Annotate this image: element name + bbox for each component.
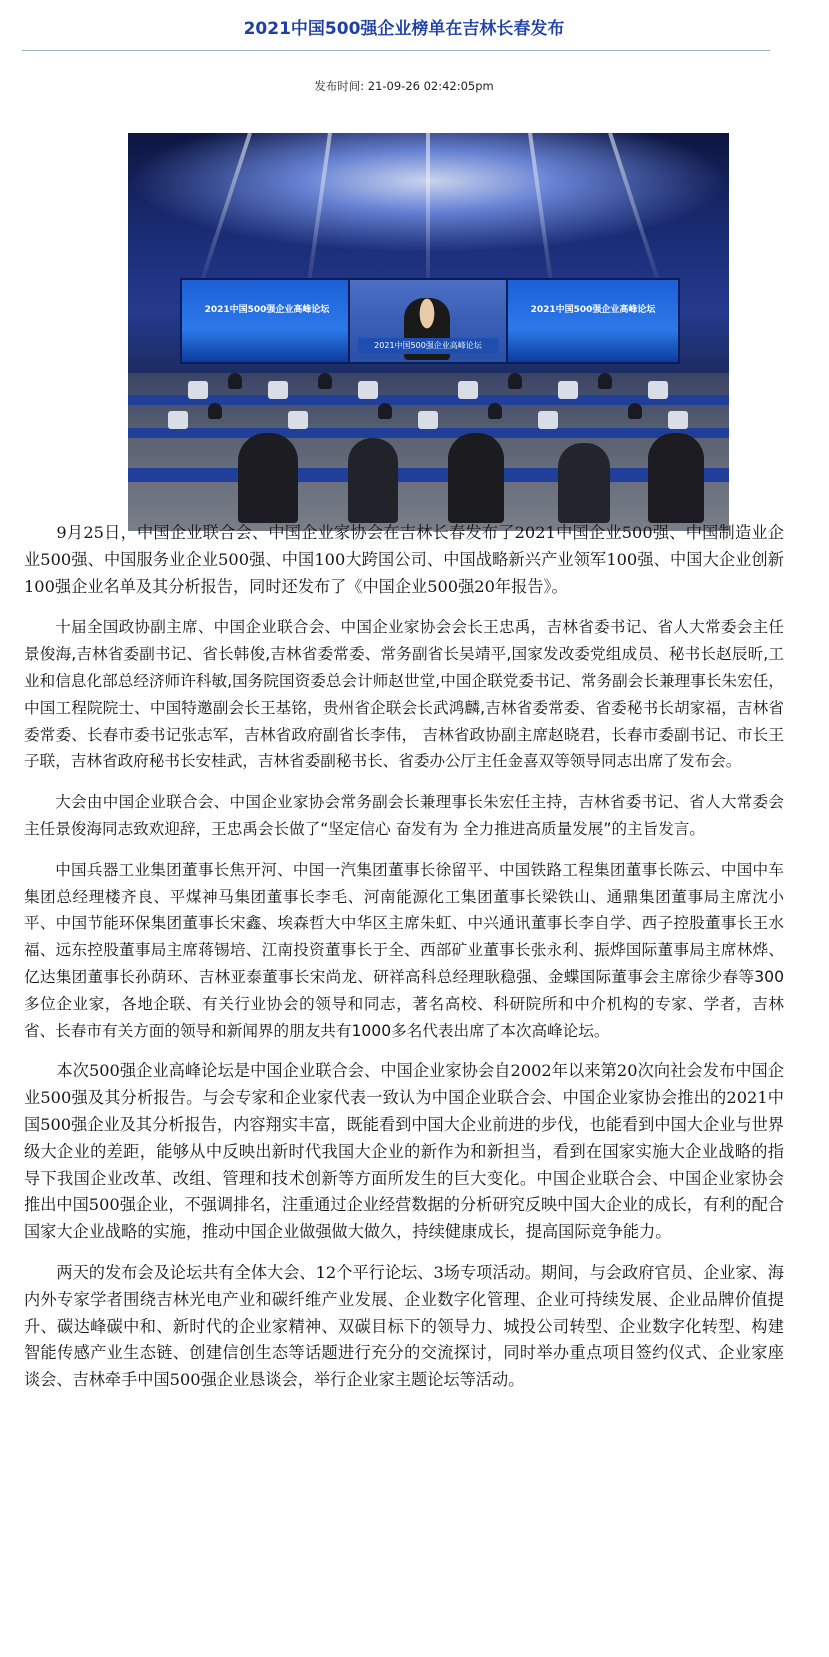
screen-left — [180, 278, 354, 364]
table-row-cloth — [128, 428, 729, 438]
podium-banner: 2021中国500强企业高峰论坛 — [358, 338, 498, 354]
chair — [648, 381, 668, 399]
event-photo — [128, 133, 729, 531]
paragraph: 大会由中国企业联合会、中国企业家协会常务副会长兼理事长朱宏任主持，吉林省委书记、省人大常委会主任景俊海同志致欢迎辞，王忠禹会长做了“坚定信心 奋发有为 全力推进高质量发展”的主旨发言。 — [24, 793, 784, 838]
attendee — [488, 403, 502, 419]
attendee — [508, 373, 522, 389]
attendee-foreground — [558, 443, 610, 523]
attendee-foreground — [648, 433, 704, 523]
chair — [168, 411, 188, 429]
chair — [538, 411, 558, 429]
chair — [418, 411, 438, 429]
chair — [358, 381, 378, 399]
attendee-foreground — [238, 433, 298, 523]
chair — [188, 381, 208, 399]
chair — [288, 411, 308, 429]
attendee-foreground — [448, 433, 504, 523]
chair — [668, 411, 688, 429]
chair — [458, 381, 478, 399]
attendee — [208, 403, 222, 419]
attendee — [628, 403, 642, 419]
attendee — [318, 373, 332, 389]
attendee — [378, 403, 392, 419]
article-title: 2021中国500强企业榜单在吉林长春发布 — [243, 19, 565, 39]
attendee — [598, 373, 612, 389]
paragraph: 两天的发布会及论坛共有全体大会、12个平行论坛、3场专项活动。期间，与会政府官员、企业家、海内外专家学者围绕吉林光电产业和碳纤维产业发展、企业数字化管理、企业可持续发展、企业品牌价值提升、碳达峰碳中和、新时代的企业家精神、双碳目标下的领导力、城投公司转型、企业数字化转型、构建智能传感产业生态链、创建信创生态等话题进行充分的交流探讨，同时举办重点项目签约仪式、企业家座谈会、吉林牵手中国500强企业恳谈会，举行企业家主题论坛等活动。 — [24, 1262, 784, 1390]
paragraph: 十届全国政协副主席、中国企业联合会、中国企业家协会会长王忠禹，吉林省委书记、省人大常委会主任景俊海,吉林省委副书记、省长韩俊,吉林省委常委、常务副省长吴靖平,国家发改委党组成员、秘书长赵辰昕,工业和信息化部总经济师许科敏,国务院国资委总会计师赵世堂,中国企联党委书记、常务副会长兼理事长朱宏任，中国工程院院士、中国特邀副会长王基铭，贵州省企联会长武鸿麟,吉林省委常委、省委秘书长胡家福，吉林省委常委、长春市委书记张志军，吉林省政府副省长李伟， 吉林省政协副主席赵晓君，长春市委副书记、市长王子联，吉林省政府秘书长安桂武，吉林省委副秘书长、省委办公厅主任金喜双等领导同志出席了发布会。 — [24, 618, 784, 771]
paragraph: 中国兵器工业集团董事长焦开河、中国一汽集团董事长徐留平、中国铁路工程集团董事长陈云、中国中车集团总经理楼齐良、平煤神马集团董事长李毛、河南能源化工集团董事长梁铁山、通鼎集团董事局主席沈小平、中国节能环保集团董事长宋鑫、埃森哲大中华区主席朱虹、中兴通讯董事长李自学、西子控股董事长王水福、远东控股董事局主席蒋锡培、江南投资董事长于全、西部矿业董事长张永利、振烨国际董事局主席林烨、亿达集团董事长孙荫环、吉林亚泰董事长宋尚龙、研祥高科总经理耿稳强、金蝶国际董事会主席徐少春等300多位企业家，各地企联、有关行业协会的领导和同志，著名高校、科研院所和中介机构的专家、学者，吉林省、长春市有关方面的领导和新闻界的朋友共有1000多名代表出席了本次高峰论坛。 — [24, 860, 784, 1040]
article-body — [24, 520, 784, 1408]
paragraph: 本次500强企业高峰论坛是中国企业联合会、中国企业家协会自2002年以来第20次向社会发布中国企业500强及其分析报告。与会专家和企业家代表一致认为中国企业联合会、中国企业家协会推出的2021中国500强企业及其分析报告，内容翔实丰富，既能看到中国大企业前进的步伐，也能看到中国大企业与世界级大企业的差距，能够从中反映出新时代我国大企业的新作为和新担当，看到在国家实施大企业战略的指导下我国企业改革、改组、管理和技术创新等方面所发生的巨大变化。中国企业联合会、中国企业家协会推出中国500强企业，不强调排名，注重通过企业经营数据的分析研究反映中国大企业的成长，有利的配合国家大企业战略的实施，推动中国企业做强做大做久，持续健康成长，提高国际竞争能力。 — [24, 1061, 784, 1242]
publish-time: 发布时间: 21-09-26 02:42:05pm — [314, 79, 494, 93]
chair — [558, 381, 578, 399]
screen-right-text: 2021中国500强企业高峰论坛 — [530, 305, 656, 315]
screen-right — [506, 278, 680, 364]
attendee-foreground — [348, 438, 398, 523]
paragraph: 9月25日，中国企业联合会、中国企业家协会在吉林长春发布了2021中国企业500强、中国制造业企业500强、中国服务业企业500强、中国100大跨国公司、中国战略新兴产业领军100强、中国大企业创新100强企业名单及其分析报告，同时还发布了《中国企业500强20年报告》。 — [24, 523, 784, 596]
chair — [268, 381, 288, 399]
table-row-cloth — [128, 468, 729, 482]
screen-left-text: 2021中国500强企业高峰论坛 — [204, 305, 330, 315]
attendee — [228, 373, 242, 389]
title-divider — [22, 50, 770, 51]
